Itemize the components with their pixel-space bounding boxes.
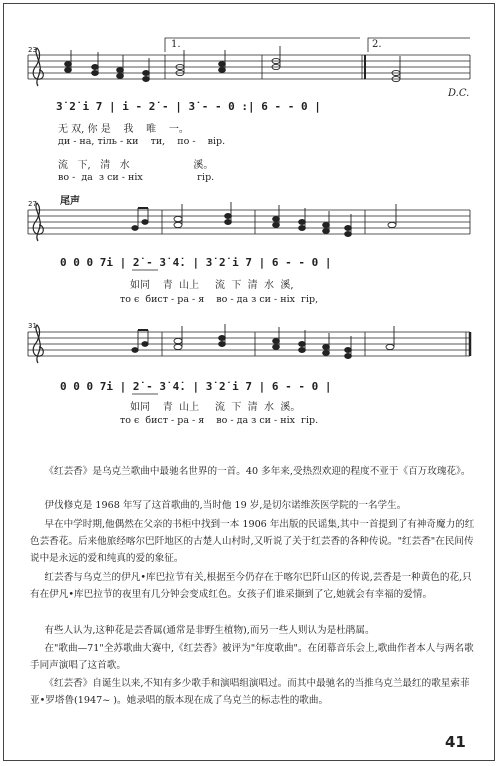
article-paragraph-1: 《红芸香》是乌克兰歌曲中最驰名世界的一首。40 多年来,受热烈欢迎的程度不亚于《百万玫瑰花》。 bbox=[44, 466, 471, 477]
bar-number-23: 23 bbox=[28, 46, 37, 54]
article-paragraph-4: 红芸香与乌克兰的伊凡•库巴拉节有关,根据至今仍存在于喀尔巴阡山区的传说,芸香是一种黄色的花,只有在伊凡•库巴拉节的夜里有几分钟会变成红色。女孩子们谁采撷到了它,她就会有幸福的爱情。 bbox=[30, 572, 472, 600]
jianpu-line-2: 0 0 0 7i | 2̇ - 3̇ 4̇. | 3̇ 2̇ i 7 | 6 - - 0 | bbox=[60, 256, 332, 269]
article-paragraph-5: 有些人认为,这种花是芸香属(通常是非野生植物),而另一些人则认为是杜鹃属。 bbox=[44, 625, 375, 636]
volta-2-label: 2. bbox=[372, 39, 382, 50]
staff-system-3 bbox=[28, 332, 470, 356]
jianpu-line-1: 3̇ 2̇ i 7 | i - 2̇ - | 3̇ - - 0 :| 6 - - 0 | bbox=[56, 100, 321, 113]
jianpu-line-3: 0 0 0 7i | 2̇ - 3̇ 4̇. | 3̇ 2̇ i 7 | 6 - - 0 | bbox=[60, 380, 332, 393]
lyric-ua-3: то є бист - ра - я во - да з си - ніх гір. bbox=[120, 415, 319, 426]
bar-number-31: 31 bbox=[28, 322, 37, 330]
lyric-cn-2: 如同 青 山上 流 下 清 水 溪, bbox=[130, 280, 294, 291]
staff-system-2 bbox=[28, 210, 470, 234]
lyric-ua-1a: ди - на, тіль - ки ти, по - вір. bbox=[58, 136, 226, 147]
lyric-cn-1a: 无 双, 你 是 我 唯 一。 bbox=[58, 124, 189, 135]
coda-label: 尾声 bbox=[60, 196, 80, 207]
lyric-ua-1b: во - да з си - ніх гір. bbox=[58, 172, 215, 183]
article-paragraph-2: 伊伐修克是 1968 年写了这首歌曲的,当时他 19 岁,是切尔诺维茨医学院的一名学生。 bbox=[44, 500, 407, 511]
bar-number-27: 27 bbox=[28, 200, 37, 208]
volta-1-label: 1. bbox=[171, 39, 181, 50]
page-number: 41 bbox=[445, 733, 466, 751]
lyric-cn-1b: 流 下, 清 水 溪。 bbox=[58, 160, 214, 171]
dc-marking: D.C. bbox=[448, 88, 470, 99]
lyric-ua-2: то є бист - ра - я во - да з си - ніх гір, bbox=[120, 294, 319, 305]
article-paragraph-6: 在"歌曲—71"全苏歌曲大赛中,《红芸香》被评为"年度歌曲"。在闭幕音乐会上,歌曲作者本人与两名歌手同声演唱了这首歌。 bbox=[30, 643, 474, 671]
article-paragraph-3: 早在中学时期,他偶然在父亲的书柜中找到一本 1906 年出版的民谣集,其中一首提到了有神奇魔力的红色芸香花。后来他旅经喀尔巴阡地区的古楚人山村时,又听说了关于红芸香的各种传说。"红芸香"在民间传说中是永远的爱和纯真的爱的象征。 bbox=[30, 519, 475, 564]
article-paragraph-7: 《红芸香》自诞生以来,不知有多少歌手和演唱组演唱过。而其中最驰名的当推乌克兰最红的歌星索菲亚•罗塔鲁(1947~ )。她录唱的版本现在成了乌克兰的标志性的歌曲。 bbox=[30, 678, 470, 706]
lyric-cn-3: 如同 青 山上 流 下 清 水 溪。 bbox=[130, 402, 301, 413]
